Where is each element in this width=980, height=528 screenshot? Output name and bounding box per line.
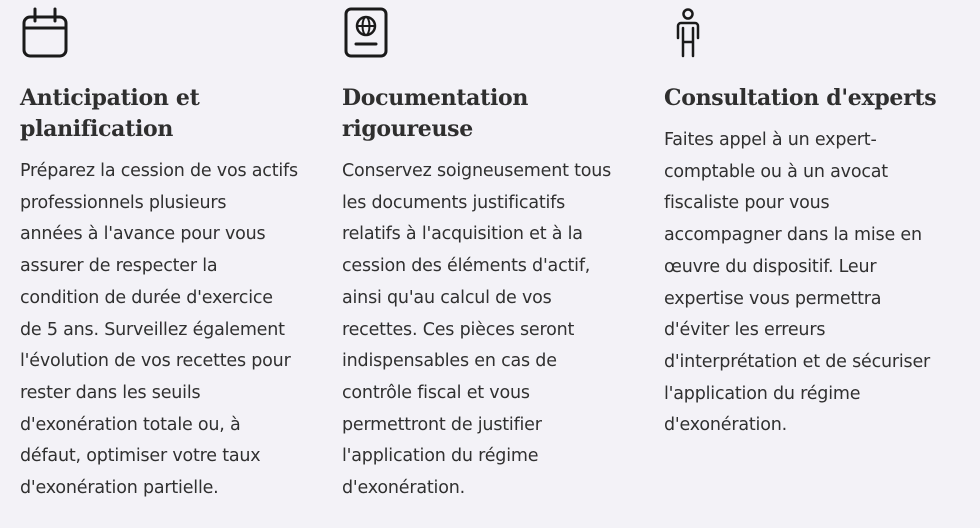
text-line: rester dans les seuils bbox=[20, 382, 201, 403]
text-line: recettes. Ces pièces seront bbox=[342, 319, 575, 340]
text-line: professionnels plusieurs bbox=[20, 192, 227, 213]
text-line: défaut, optimiser votre taux bbox=[20, 446, 261, 467]
text-line: expertise vous permettra bbox=[664, 288, 882, 309]
text-line: de 5 ans. Surveillez également bbox=[20, 319, 285, 340]
feature-title bbox=[664, 83, 964, 114]
text-line: d'exonération. bbox=[342, 478, 465, 499]
text-line: relatifs à l'acquisition et à la bbox=[342, 224, 583, 245]
text-line: l'application du régime bbox=[342, 446, 539, 467]
feature-title bbox=[342, 83, 647, 145]
text-line: Préparez la cession de vos actifs bbox=[20, 161, 298, 181]
text-line: indispensables en cas de bbox=[342, 351, 557, 372]
person-icon bbox=[672, 6, 704, 60]
feature-title-line: planification bbox=[20, 116, 174, 142]
text-line: d'éviter les erreurs bbox=[664, 320, 826, 341]
calendar-icon bbox=[20, 6, 70, 60]
text-line: années à l'avance pour vous bbox=[20, 224, 266, 245]
feature-title-line: rigoureuse bbox=[342, 116, 473, 142]
text-line: condition de durée d'exercice bbox=[20, 287, 273, 308]
text-line: permettront de justifier bbox=[342, 414, 542, 435]
feature-title-line: Documentation bbox=[342, 85, 529, 111]
text-line: assurer de respecter la bbox=[20, 256, 218, 277]
feature-title-line: Anticipation et bbox=[20, 85, 200, 111]
passport-icon bbox=[342, 6, 392, 60]
text-line: fiscaliste pour vous bbox=[664, 193, 830, 214]
text-line: Conservez soigneusement tous bbox=[342, 161, 612, 181]
feature-description bbox=[664, 125, 964, 442]
feature-title bbox=[20, 83, 325, 145]
text-line: d'interprétation et de sécuriser bbox=[664, 351, 931, 372]
text-line: œuvre du dispositif. Leur bbox=[664, 256, 877, 277]
text-line: cession des éléments d'actif, bbox=[342, 256, 591, 277]
text-line: Faites appel à un expert- bbox=[664, 130, 877, 150]
feature-title-line: Consultation d'experts bbox=[664, 85, 937, 111]
feature-description bbox=[20, 156, 325, 505]
text-line: comptable ou à un avocat bbox=[664, 161, 888, 182]
text-line: accompagner dans la mise en bbox=[664, 225, 922, 246]
text-line: contrôle fiscal et vous bbox=[342, 382, 530, 403]
text-line: ainsi qu'au calcul de vos bbox=[342, 287, 552, 308]
feature-description bbox=[342, 156, 647, 505]
text-line: les documents justificatifs bbox=[342, 192, 566, 213]
text-line: l'évolution de vos recettes pour bbox=[20, 351, 291, 372]
text-line: d'exonération totale ou, à bbox=[20, 414, 241, 435]
text-line: d'exonération partielle. bbox=[20, 478, 219, 499]
text-line: l'application du régime bbox=[664, 383, 861, 404]
text-line: d'exonération. bbox=[664, 415, 787, 436]
